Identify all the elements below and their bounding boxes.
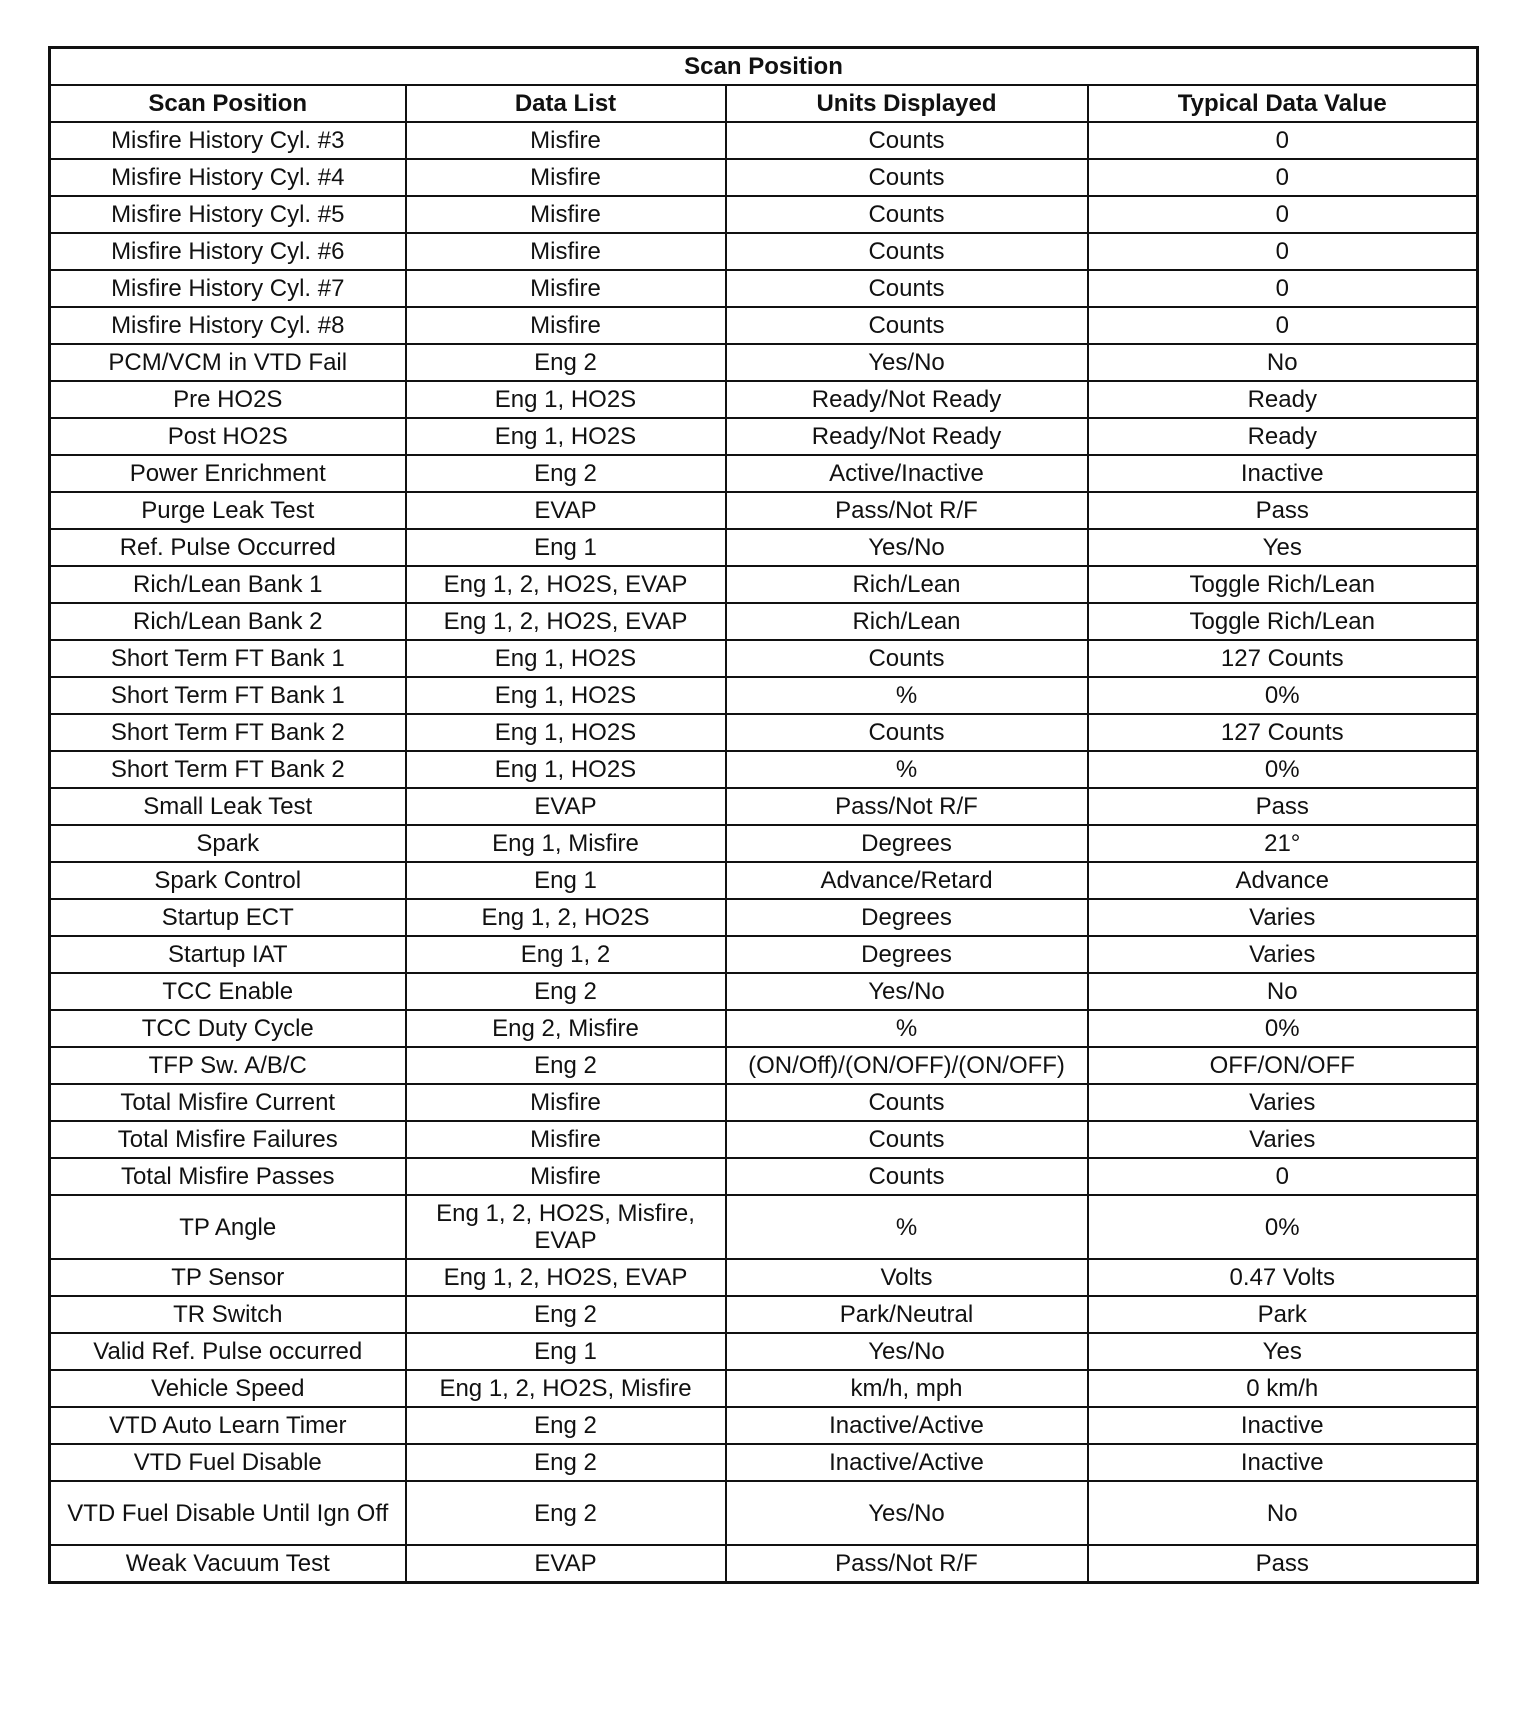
typical-data-value-cell: 0% xyxy=(1088,751,1478,788)
data-list-cell: Eng 2 xyxy=(406,973,726,1010)
table-row xyxy=(50,196,1478,233)
scan-position-cell: Misfire History Cyl. #3 xyxy=(50,122,406,159)
scan-position-cell: Total Misfire Passes xyxy=(50,1158,406,1195)
typical-data-value-cell: 0.47 Volts xyxy=(1088,1259,1478,1296)
units-displayed-cell: Counts xyxy=(726,640,1088,677)
data-list-cell: Misfire xyxy=(406,159,726,196)
units-displayed-cell: (ON/Off)/(ON/OFF)/(ON/OFF) xyxy=(726,1047,1088,1084)
units-displayed-cell: Inactive/Active xyxy=(726,1444,1088,1481)
data-list-cell: EVAP xyxy=(406,1545,726,1583)
typical-data-value-cell: Yes xyxy=(1088,529,1478,566)
units-displayed-cell: Pass/Not R/F xyxy=(726,1545,1088,1583)
typical-data-value-cell: No xyxy=(1088,973,1478,1010)
typical-data-value-cell: 127 Counts xyxy=(1088,714,1478,751)
typical-data-value-cell: 0 km/h xyxy=(1088,1370,1478,1407)
data-list-cell: Eng 1, HO2S xyxy=(406,677,726,714)
scan-position-cell: Short Term FT Bank 1 xyxy=(50,677,406,714)
scan-position-cell: Short Term FT Bank 2 xyxy=(50,714,406,751)
units-displayed-cell: Degrees xyxy=(726,936,1088,973)
units-displayed-cell: Park/Neutral xyxy=(726,1296,1088,1333)
table-row xyxy=(50,1545,1478,1583)
data-list-cell: Misfire xyxy=(406,122,726,159)
data-list-cell: Eng 2, Misfire xyxy=(406,1010,726,1047)
table-row xyxy=(50,788,1478,825)
units-displayed-cell: Rich/Lean xyxy=(726,603,1088,640)
scan-position-cell: Vehicle Speed xyxy=(50,1370,406,1407)
table-row xyxy=(50,492,1478,529)
scan-position-cell: Post HO2S xyxy=(50,418,406,455)
units-displayed-cell: Counts xyxy=(726,1158,1088,1195)
data-list-cell: Misfire xyxy=(406,1121,726,1158)
table-row xyxy=(50,1259,1478,1296)
table-row xyxy=(50,1195,1478,1259)
data-list-cell: Eng 1, 2, HO2S, EVAP xyxy=(406,603,726,640)
table-row xyxy=(50,1084,1478,1121)
table-row xyxy=(50,1407,1478,1444)
typical-data-value-cell: Pass xyxy=(1088,788,1478,825)
units-displayed-cell: km/h, mph xyxy=(726,1370,1088,1407)
typical-data-value-cell: Pass xyxy=(1088,492,1478,529)
table-row xyxy=(50,1444,1478,1481)
typical-data-value-cell: 127 Counts xyxy=(1088,640,1478,677)
header-row xyxy=(50,85,1478,122)
typical-data-value-cell: Varies xyxy=(1088,899,1478,936)
units-displayed-cell: % xyxy=(726,1010,1088,1047)
typical-data-value-cell: 0 xyxy=(1088,159,1478,196)
data-list-cell: Eng 1, 2, HO2S, Misfire xyxy=(406,1370,726,1407)
typical-data-value-cell: 0 xyxy=(1088,270,1478,307)
table-row xyxy=(50,529,1478,566)
typical-data-value-cell: 0 xyxy=(1088,307,1478,344)
table-row xyxy=(50,1333,1478,1370)
units-displayed-cell: Counts xyxy=(726,1084,1088,1121)
units-displayed-cell: Counts xyxy=(726,270,1088,307)
scan-position-cell: PCM/VCM in VTD Fail xyxy=(50,344,406,381)
data-list-cell: Eng 1, 2, HO2S xyxy=(406,899,726,936)
typical-data-value-cell: OFF/ON/OFF xyxy=(1088,1047,1478,1084)
scan-position-cell: Valid Ref. Pulse occurred xyxy=(50,1333,406,1370)
units-displayed-cell: Inactive/Active xyxy=(726,1407,1088,1444)
scan-position-cell: Total Misfire Failures xyxy=(50,1121,406,1158)
scan-position-cell: Ref. Pulse Occurred xyxy=(50,529,406,566)
scan-position-cell: Misfire History Cyl. #8 xyxy=(50,307,406,344)
typical-data-value-cell: 0% xyxy=(1088,1195,1478,1259)
data-list-cell: Eng 2 xyxy=(406,1481,726,1545)
data-list-cell: Eng 2 xyxy=(406,455,726,492)
units-displayed-cell: Yes/No xyxy=(726,1481,1088,1545)
data-list-cell: Eng 2 xyxy=(406,344,726,381)
table-row xyxy=(50,751,1478,788)
units-displayed-cell: Degrees xyxy=(726,825,1088,862)
scan-position-cell: Rich/Lean Bank 2 xyxy=(50,603,406,640)
units-displayed-cell: Counts xyxy=(726,307,1088,344)
column-header-typical-data-value: Typical Data Value xyxy=(1088,85,1478,122)
scan-position-cell: TFP Sw. A/B/C xyxy=(50,1047,406,1084)
typical-data-value-cell: 0 xyxy=(1088,1158,1478,1195)
typical-data-value-cell: Pass xyxy=(1088,1545,1478,1583)
typical-data-value-cell: 0% xyxy=(1088,1010,1478,1047)
scan-position-cell: Misfire History Cyl. #6 xyxy=(50,233,406,270)
table-row xyxy=(50,1370,1478,1407)
typical-data-value-cell: Inactive xyxy=(1088,1444,1478,1481)
units-displayed-cell: Rich/Lean xyxy=(726,566,1088,603)
scan-position-cell: Spark Control xyxy=(50,862,406,899)
scan-position-cell: Weak Vacuum Test xyxy=(50,1545,406,1583)
typical-data-value-cell: 0 xyxy=(1088,196,1478,233)
units-displayed-cell: Pass/Not R/F xyxy=(726,788,1088,825)
table-row xyxy=(50,344,1478,381)
data-list-cell: Eng 1 xyxy=(406,862,726,899)
table-row xyxy=(50,973,1478,1010)
table-row xyxy=(50,566,1478,603)
units-displayed-cell: Counts xyxy=(726,714,1088,751)
typical-data-value-cell: 0 xyxy=(1088,233,1478,270)
scan-position-cell: Rich/Lean Bank 1 xyxy=(50,566,406,603)
table-row xyxy=(50,381,1478,418)
table-row xyxy=(50,677,1478,714)
units-displayed-cell: Ready/Not Ready xyxy=(726,418,1088,455)
table-head xyxy=(50,48,1478,123)
data-list-cell: Eng 1, 2, HO2S, EVAP xyxy=(406,1259,726,1296)
scan-position-cell: TR Switch xyxy=(50,1296,406,1333)
data-list-cell: Eng 1 xyxy=(406,529,726,566)
scan-position-cell: Spark xyxy=(50,825,406,862)
table-row xyxy=(50,825,1478,862)
table-row xyxy=(50,1158,1478,1195)
scan-position-cell: VTD Auto Learn Timer xyxy=(50,1407,406,1444)
column-header-data-list: Data List xyxy=(406,85,726,122)
data-list-cell: Eng 2 xyxy=(406,1444,726,1481)
typical-data-value-cell: No xyxy=(1088,344,1478,381)
scan-position-cell: TP Angle xyxy=(50,1195,406,1259)
scan-position-cell: Misfire History Cyl. #7 xyxy=(50,270,406,307)
data-list-cell: Eng 2 xyxy=(406,1047,726,1084)
table-title: Scan Position xyxy=(50,48,1478,86)
table-row xyxy=(50,1481,1478,1545)
typical-data-value-cell: Varies xyxy=(1088,1084,1478,1121)
typical-data-value-cell: Advance xyxy=(1088,862,1478,899)
scan-position-cell: Small Leak Test xyxy=(50,788,406,825)
scan-position-cell: Short Term FT Bank 2 xyxy=(50,751,406,788)
units-displayed-cell: Degrees xyxy=(726,899,1088,936)
data-list-cell: Misfire xyxy=(406,196,726,233)
data-list-cell: Misfire xyxy=(406,233,726,270)
scan-position-cell: TCC Enable xyxy=(50,973,406,1010)
table-row xyxy=(50,1010,1478,1047)
typical-data-value-cell: Yes xyxy=(1088,1333,1478,1370)
units-displayed-cell: % xyxy=(726,677,1088,714)
typical-data-value-cell: 0% xyxy=(1088,677,1478,714)
scan-position-cell: Pre HO2S xyxy=(50,381,406,418)
column-header-scan-position: Scan Position xyxy=(50,85,406,122)
data-list-cell: Misfire xyxy=(406,307,726,344)
table-row xyxy=(50,1047,1478,1084)
table-row xyxy=(50,1121,1478,1158)
typical-data-value-cell: 21° xyxy=(1088,825,1478,862)
data-list-cell: Eng 1, 2 xyxy=(406,936,726,973)
typical-data-value-cell: Toggle Rich/Lean xyxy=(1088,603,1478,640)
scan-position-cell: Total Misfire Current xyxy=(50,1084,406,1121)
data-list-cell: Eng 2 xyxy=(406,1407,726,1444)
data-list-cell: Misfire xyxy=(406,270,726,307)
table-row xyxy=(50,899,1478,936)
data-list-cell: Misfire xyxy=(406,1158,726,1195)
table-body xyxy=(50,122,1478,1583)
data-list-cell: Eng 1, 2, HO2S, Misfire, EVAP xyxy=(406,1195,726,1259)
units-displayed-cell: Advance/Retard xyxy=(726,862,1088,899)
data-list-cell: EVAP xyxy=(406,788,726,825)
units-displayed-cell: Yes/No xyxy=(726,344,1088,381)
units-displayed-cell: Counts xyxy=(726,196,1088,233)
units-displayed-cell: Counts xyxy=(726,233,1088,270)
scan-position-cell: Startup IAT xyxy=(50,936,406,973)
data-list-cell: Eng 1, 2, HO2S, EVAP xyxy=(406,566,726,603)
table-row xyxy=(50,1296,1478,1333)
scan-position-cell: VTD Fuel Disable Until Ign Off xyxy=(50,1481,406,1545)
units-displayed-cell: Active/Inactive xyxy=(726,455,1088,492)
data-list-cell: Eng 1, HO2S xyxy=(406,714,726,751)
table-row xyxy=(50,233,1478,270)
table-row xyxy=(50,418,1478,455)
data-list-cell: Eng 1, HO2S xyxy=(406,751,726,788)
typical-data-value-cell: Ready xyxy=(1088,381,1478,418)
table-row xyxy=(50,122,1478,159)
typical-data-value-cell: 0 xyxy=(1088,122,1478,159)
units-displayed-cell: Yes/No xyxy=(726,973,1088,1010)
table-row xyxy=(50,714,1478,751)
typical-data-value-cell: Varies xyxy=(1088,1121,1478,1158)
units-displayed-cell: Yes/No xyxy=(726,529,1088,566)
data-list-cell: Eng 1, HO2S xyxy=(406,640,726,677)
typical-data-value-cell: Park xyxy=(1088,1296,1478,1333)
typical-data-value-cell: Inactive xyxy=(1088,455,1478,492)
table-row xyxy=(50,862,1478,899)
table-row xyxy=(50,159,1478,196)
data-list-cell: Eng 1 xyxy=(406,1333,726,1370)
scan-position-table xyxy=(48,46,1479,1584)
scan-position-cell: Short Term FT Bank 1 xyxy=(50,640,406,677)
data-list-cell: Eng 1, Misfire xyxy=(406,825,726,862)
typical-data-value-cell: No xyxy=(1088,1481,1478,1545)
units-displayed-cell: Ready/Not Ready xyxy=(726,381,1088,418)
scan-position-cell: Power Enrichment xyxy=(50,455,406,492)
data-list-cell: Eng 1, HO2S xyxy=(406,381,726,418)
scan-position-cell: TP Sensor xyxy=(50,1259,406,1296)
data-list-cell: Misfire xyxy=(406,1084,726,1121)
scan-position-cell: Startup ECT xyxy=(50,899,406,936)
table-row xyxy=(50,936,1478,973)
title-row xyxy=(50,48,1478,86)
table-row xyxy=(50,603,1478,640)
scan-position-cell: TCC Duty Cycle xyxy=(50,1010,406,1047)
scan-position-cell: Misfire History Cyl. #4 xyxy=(50,159,406,196)
data-list-cell: Eng 1, HO2S xyxy=(406,418,726,455)
table-row xyxy=(50,640,1478,677)
typical-data-value-cell: Inactive xyxy=(1088,1407,1478,1444)
units-displayed-cell: Yes/No xyxy=(726,1333,1088,1370)
data-list-cell: EVAP xyxy=(406,492,726,529)
table-row xyxy=(50,307,1478,344)
typical-data-value-cell: Ready xyxy=(1088,418,1478,455)
units-displayed-cell: Counts xyxy=(726,159,1088,196)
units-displayed-cell: % xyxy=(726,751,1088,788)
units-displayed-cell: Counts xyxy=(726,122,1088,159)
typical-data-value-cell: Toggle Rich/Lean xyxy=(1088,566,1478,603)
units-displayed-cell: Volts xyxy=(726,1259,1088,1296)
units-displayed-cell: Pass/Not R/F xyxy=(726,492,1088,529)
scan-position-cell: Misfire History Cyl. #5 xyxy=(50,196,406,233)
column-header-units-displayed: Units Displayed xyxy=(726,85,1088,122)
units-displayed-cell: Counts xyxy=(726,1121,1088,1158)
table-row xyxy=(50,270,1478,307)
table-row xyxy=(50,455,1478,492)
scan-position-cell: Purge Leak Test xyxy=(50,492,406,529)
units-displayed-cell: % xyxy=(726,1195,1088,1259)
typical-data-value-cell: Varies xyxy=(1088,936,1478,973)
data-list-cell: Eng 2 xyxy=(406,1296,726,1333)
scan-position-cell: VTD Fuel Disable xyxy=(50,1444,406,1481)
